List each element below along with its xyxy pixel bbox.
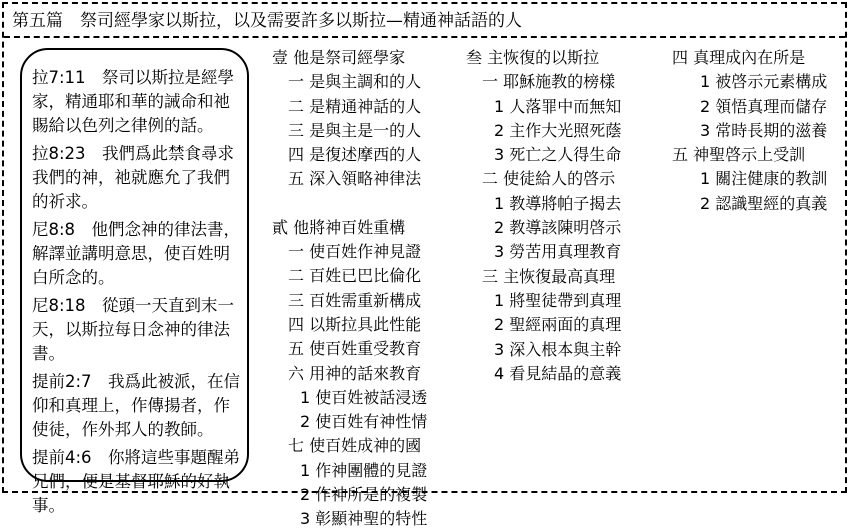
outline-subpoint: 1 將聖徒帶到真理 bbox=[494, 290, 622, 310]
outline-point: 二 是精通神話的人 bbox=[288, 96, 422, 116]
verse-1tim-2-7: 提前2:7 我爲此被派，在信仰和真理上，作傳揚者，作使徒，作外邦人的教師。 bbox=[32, 372, 241, 439]
outline-subpoint: 2 聖經兩面的真理 bbox=[494, 315, 622, 335]
outline-subpoint: 2 認識聖經的真義 bbox=[700, 193, 828, 213]
verse-neh-8-18: 尼8:18 從頭一天直到末一天，以斯拉每日念神的律法書。 bbox=[32, 296, 235, 363]
outline-page bbox=[2, 2, 847, 529]
outline-subpoint: 3 彰顯神聖的特性 bbox=[300, 509, 428, 529]
outline-subpoint: 3 常時長期的滋養 bbox=[700, 120, 828, 140]
verse-ezra-7-11: 拉7:11 祭司以斯拉是經學家，精通耶和華的誡命和祂賜給以色列之律例的話。 bbox=[32, 68, 235, 135]
outline-point: 一 是與主調和的人 bbox=[288, 72, 422, 92]
outline-point: 五 使百姓重受教育 bbox=[288, 339, 422, 359]
outline-point: 二 百姓已巴比倫化 bbox=[288, 266, 422, 286]
outline-point: 二 使徒給人的啓示 bbox=[482, 169, 616, 189]
outline-heading: 五 神聖啓示上受訓 bbox=[672, 145, 806, 165]
verse-1tim-4-6: 提前4:6 你將這些事題醒弟兄們，便是基督耶穌的好執事。 bbox=[32, 448, 241, 515]
outline-point: 一 耶穌施教的榜樣 bbox=[482, 72, 616, 92]
outline-column-2 bbox=[466, 46, 621, 386]
outline-point: 五 深入領略神律法 bbox=[288, 169, 422, 189]
outline-subpoint: 2 教導該陳明啓示 bbox=[494, 218, 622, 238]
outline-subpoint: 2 領悟真理而儲存 bbox=[700, 96, 828, 116]
outline-subpoint: 4 看見結晶的意義 bbox=[494, 363, 622, 383]
outline-point: 六 用神的話來教育 bbox=[288, 363, 422, 383]
outline-column-1 bbox=[272, 46, 427, 532]
outline-heading: 四 真理成內在所是 bbox=[672, 48, 806, 67]
outline-point: 三 主恢復最高真理 bbox=[482, 266, 616, 286]
outline-subpoint: 1 被啓示元素構成 bbox=[700, 72, 828, 92]
outline-point: 七 使百姓成神的國 bbox=[288, 436, 422, 456]
verse-ezra-8-23: 拉8:23 我們爲此禁食尋求我們的神，祂就應允了我們的祈求。 bbox=[32, 144, 235, 211]
outline-point: 四 以斯拉具此性能 bbox=[288, 314, 422, 334]
outline-point: 一 使百姓作神見證 bbox=[288, 242, 422, 262]
outline-subpoint: 2 使百姓有神性情 bbox=[300, 412, 428, 432]
outline-column-3 bbox=[672, 46, 827, 216]
outline-subpoint: 1 作神團體的見證 bbox=[300, 460, 428, 480]
outline-point: 三 百姓需重新構成 bbox=[288, 290, 422, 310]
outline-subpoint: 3 勞苦用真理教育 bbox=[494, 242, 622, 262]
outline-subpoint: 2 作神所是的複製 bbox=[300, 485, 428, 505]
outline-heading: 叁 主恢復的以斯拉 bbox=[466, 48, 600, 67]
outline-point: 三 是與主是一的人 bbox=[288, 120, 422, 140]
verses-box bbox=[20, 48, 249, 515]
outline-spacer bbox=[272, 192, 427, 216]
page-title: 第五篇 祭司經學家以斯拉，以及需要許多以斯拉—精通神話語的人 bbox=[4, 4, 845, 38]
outline-subpoint: 1 教導將帕子揭去 bbox=[494, 193, 622, 213]
outline-heading: 貳 他將神百姓重構 bbox=[272, 217, 406, 237]
outline-subpoint: 2 主作大光照死蔭 bbox=[494, 120, 622, 140]
outline-heading: 壹 他是祭司經學家 bbox=[272, 48, 406, 67]
verse-neh-8-8: 尼8:8 他們念神的律法書，解譯並講明意思，使百姓明白所念的。 bbox=[32, 220, 241, 287]
outline-subpoint: 1 人落罪中而無知 bbox=[494, 96, 622, 116]
outline-subpoint: 3 死亡之人得生命 bbox=[494, 145, 622, 165]
outline-point: 四 是復述摩西的人 bbox=[288, 145, 422, 165]
outline-subpoint: 1 使百姓被話浸透 bbox=[300, 387, 428, 407]
outline-subpoint: 1 關注健康的教訓 bbox=[700, 169, 828, 189]
outline-subpoint: 3 深入根本與主幹 bbox=[494, 339, 622, 359]
